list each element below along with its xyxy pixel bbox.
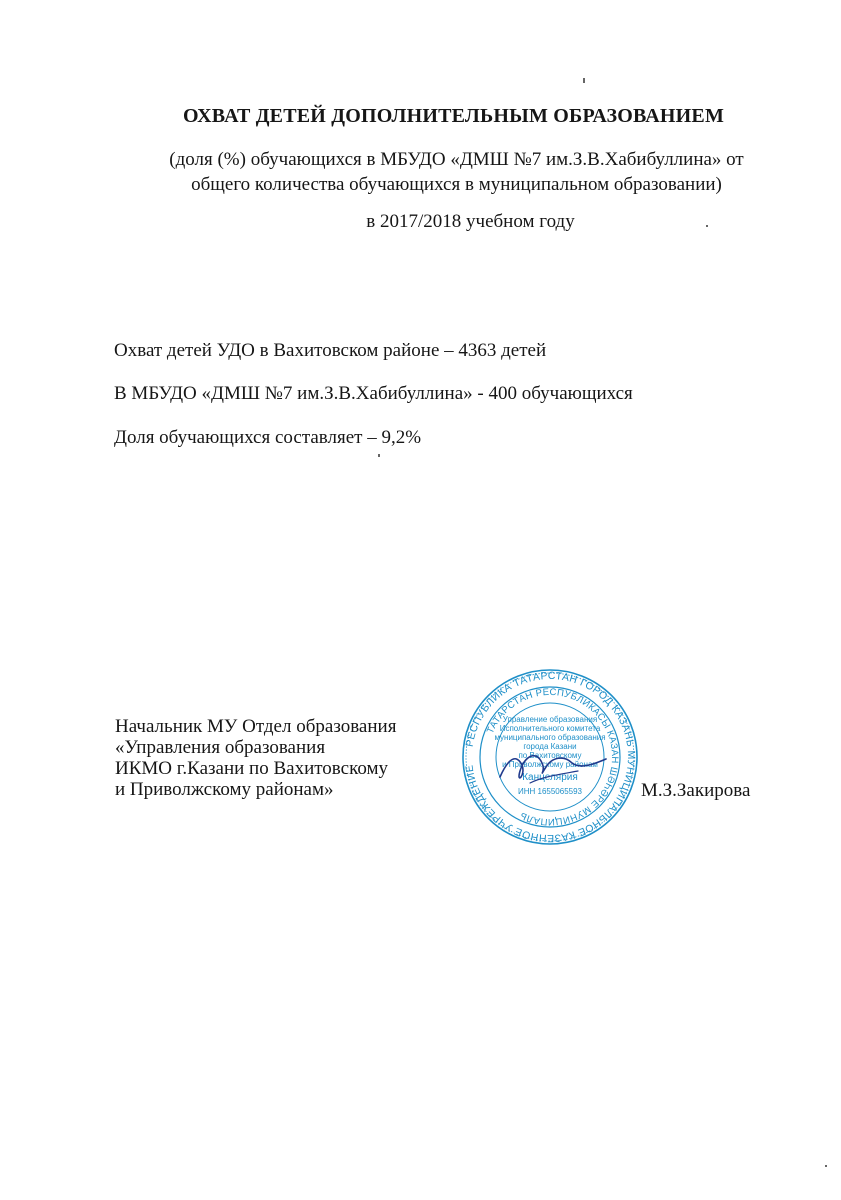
fact-total-coverage: Охват детей УДО в Вахитовском районе – 4363 детей	[114, 340, 547, 361]
stamp-center-line: Канцелярия	[522, 772, 578, 783]
subtitle-line-1: (доля (%) обучающихся в МБУДО «ДМШ №7 им.З.В.Хабибуллина» от	[169, 149, 744, 170]
position-line: Начальник МУ Отдел образования	[115, 716, 397, 737]
stamp-center-line: Исполнительного комитета	[499, 724, 601, 733]
scan-speck	[583, 78, 585, 83]
stamp-center-line: города Казани	[523, 742, 577, 751]
document-title: ОХВАТ ДЕТЕЙ ДОПОЛНИТЕЛЬНЫМ ОБРАЗОВАНИЕМ	[182, 105, 725, 127]
position-line: и Приволжскому районам»	[115, 779, 334, 800]
official-stamp	[460, 667, 640, 847]
stamp-center-line: ИНН 1655065593	[517, 787, 583, 796]
subtitle-line-2: общего количества обучающихся в муниципальном образовании)	[191, 174, 722, 195]
stamp-center-line: по Вахитовскому	[518, 751, 582, 760]
scan-speck	[706, 225, 708, 227]
subtitle-line-3: в 2017/2018 учебном году	[366, 211, 575, 232]
stamp-outer-text: РЕСПУБЛИКА ТАТАРСТАН ГОРОД КАЗАНЬ МУНИЦИПАЛЬНОЕ КАЗЕННОЕ УЧРЕЖДЕНИЕ	[463, 669, 638, 845]
scan-speck	[378, 454, 380, 457]
stamp-center-line: Управление образования	[502, 715, 598, 724]
stamp-center-line: и Приволжскому районам	[502, 760, 598, 769]
signer-name: М.З.Закирова	[641, 780, 751, 801]
stamp-center-line: муниципального образования	[494, 733, 606, 742]
fact-share: Доля обучающихся составляет – 9,2%	[114, 427, 422, 448]
position-line: ИКМО г.Казани по Вахитовскому	[115, 758, 389, 779]
signature-position	[115, 716, 396, 800]
scan-speck	[825, 1165, 827, 1167]
fact-school-students: В МБУДО «ДМШ №7 им.З.В.Хабибуллина» - 400 обучающихся	[114, 383, 633, 404]
position-line: «Управления образования	[115, 737, 326, 758]
stamp-inner-text: ТАТАРСТАН РЕСПУБЛИКАСЫ КАЗАН ШӘҺӘРЕ МУНИЦИПАЛЬ	[484, 686, 621, 828]
